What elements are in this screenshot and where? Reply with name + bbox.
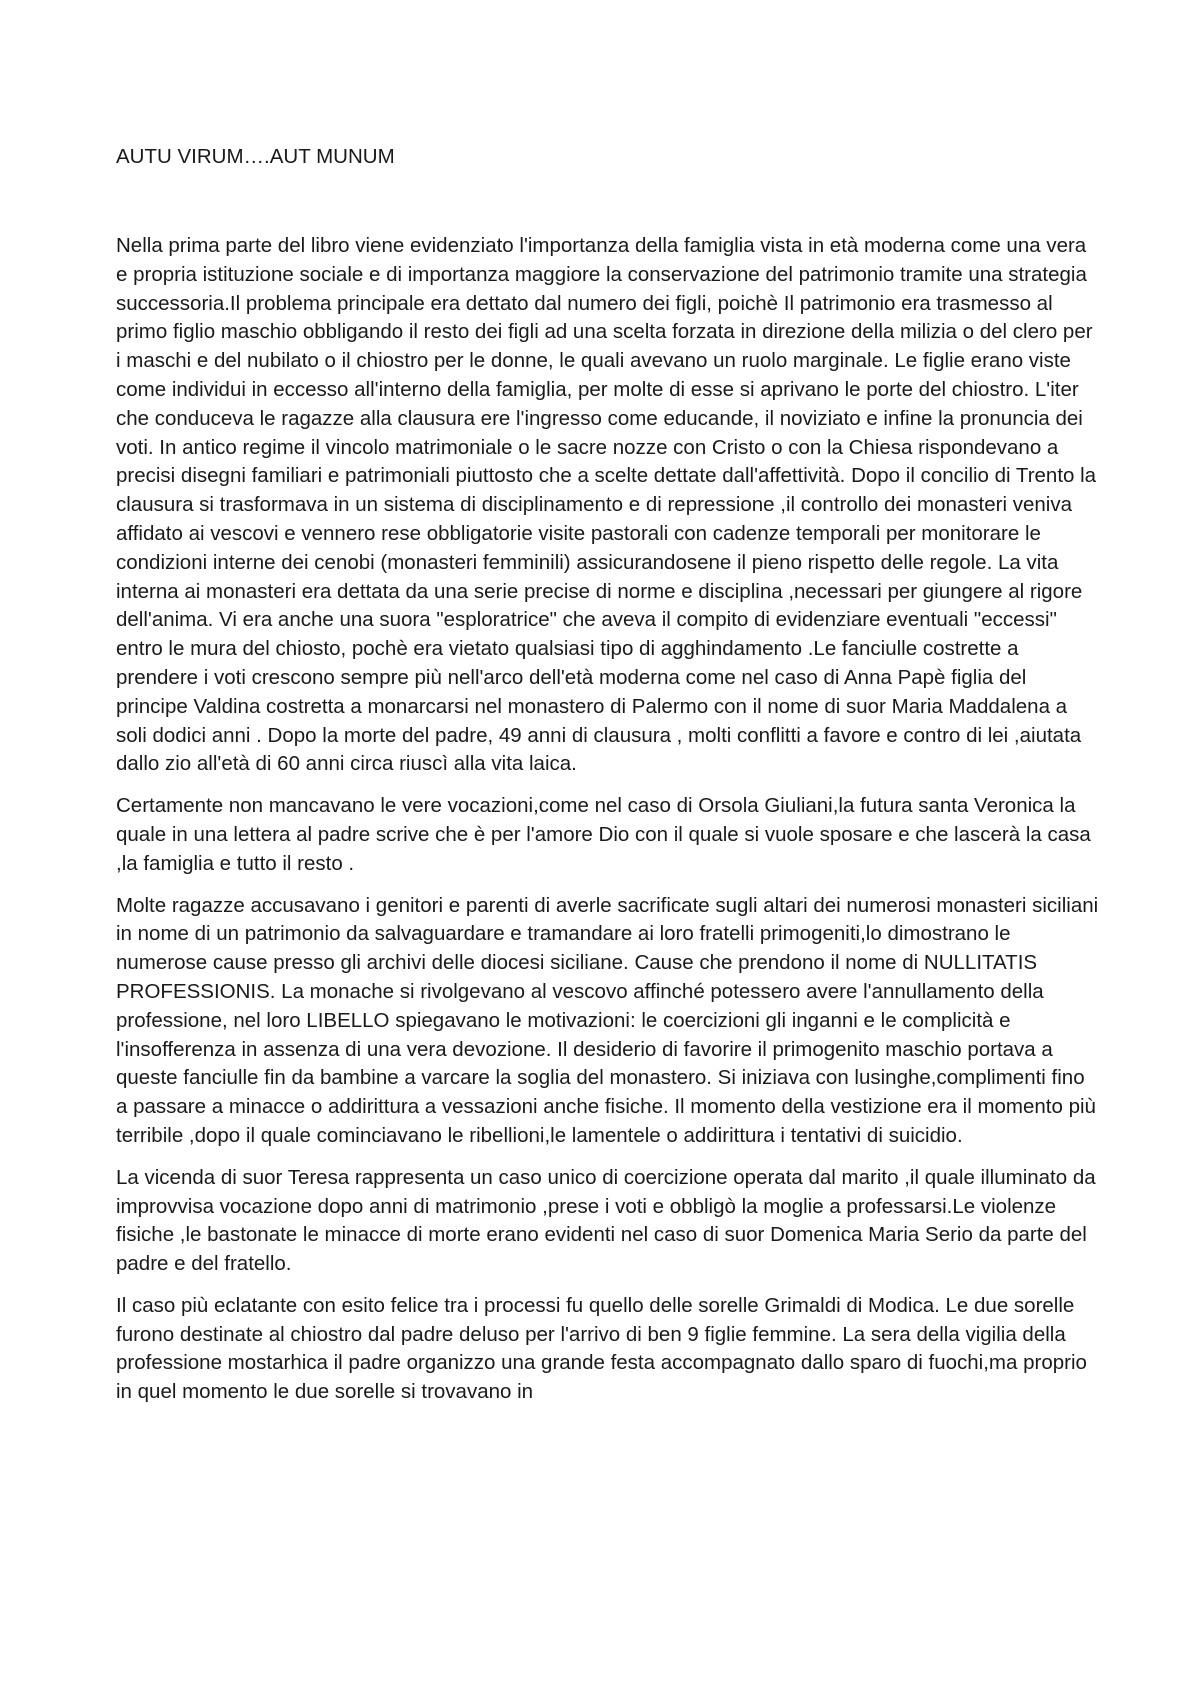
paragraph-2: Certamente non mancavano le vere vocazioni,come nel caso di Orsola Giuliani,la futura santa Veronica la quale in una lettera al padre scrive che è per l'amore Dio con il quale si vuole sposare e che lascerà la casa ,la famiglia e tutto il resto . bbox=[116, 794, 1091, 875]
paragraph-5: Il caso più eclatante con esito felice tra i processi fu quello delle sorelle Grimaldi di Modica. Le due sorelle furono destinate al chiostro dal padre deluso per l'arrivo di ben 9 figlie femmine. La sera della vigilia della professione mostarhica il padre organizzo una grande festa accompagnato dallo sparo di fuochi,ma proprio in quel momento le due sorelle si trovavano in bbox=[116, 1293, 1087, 1404]
document-body bbox=[116, 232, 1100, 1407]
paragraph-1: Nella prima parte del libro viene evidenziato l'importanza della famiglia vista in età moderna come una vera e propria istituzione sociale e di importanza maggiore la conservazione del patrimonio tramite una strategia successoria.Il problema principale era dettato dal numero dei figli, poichè Il patrimonio era trasmesso al primo figlio maschio obbligando il resto dei figli ad una scelta forzata in direzione della milizia o del clero per i maschi e del nubilato o il chiostro per le donne, le quali avevano un ruolo marginale. Le figlie erano viste come individui in eccesso all'interno della famiglia, per molte di esse si aprivano le porte del chiostro. L'iter che conduceva le ragazze alla clausura ere l'ingresso come educande, il noviziato e infine la pronuncia dei voti. In antico regime il vincolo matrimoniale o le sacre nozze con Cristo o con la Chiesa rispondevano a precisi disegni familiari e patrimoniali piuttosto che a scelte dettate dall'affettività. Dopo il concilio di Trento la clausura si trasformava in un sistema di disciplinamento e di repressione ,il controllo dei monasteri veniva affidato ai vescovi e vennero rese obbligatorie visite pastorali con cadenze temporali per monitorare le condizioni interne dei cenobi (monasteri femminili) assicurandosene il pieno rispetto delle regole. La vita interna ai monasteri era dettata da una serie precise di norme e disciplina ,necessari per giungere al rigore dell'anima. Vi era anche una suora "esploratrice" che aveva il compito di evidenziare eventuali "eccessi" entro le mura del chiosto, pochè era vietato qualsiasi tipo di agghindamento .Le fanciulle costrette a prendere i voti crescono sempre più nell'arco dell'età moderna come nel caso di Anna Papè figlia del principe Valdina costretta a monarcarsi nel monastero di Palermo con il nome di suor Maria Maddalena a soli dodici anni . Dopo la morte del padre, 49 anni di clausura , molti conflitti a favore e contro di lei ,aiutata dallo zio all'età di 60 anni circa riuscì alla vita laica. bbox=[116, 234, 1097, 776]
paragraph-3: Molte ragazze accusavano i genitori e parenti di averle sacrificate sugli altari dei numerosi monasteri siciliani in nome di un patrimonio da salvaguardare e tramandare ai loro fratelli primogeniti,lo dimostrano le numerose cause presso gli archivi delle diocesi siciliane. Cause che prendono il nome di NULLITATIS PROFESSIONIS. La monache si rivolgevano al vescovo affinché potessero avere l'annullamento della professione, nel loro LIBELLO spiegavano le motivazioni: le coercizioni gli inganni e le complicità e l'insofferenza in assenza di una vera devozione. Il desiderio di favorire il primogenito maschio portava a queste fanciulle fin da bambine a varcare la soglia del monastero. Si iniziava con lusinghe,complimenti fino a passare a minacce o addirittura a vessazioni anche fisiche. Il momento della vestizione era il momento più terribile ,dopo il quale cominciavano le ribellioni,le lamentele o addirittura i tentativi di suicidio. bbox=[116, 893, 1099, 1147]
document-title: AUTU VIRUM….AUT MUNUM bbox=[116, 145, 395, 168]
paragraph-4: La vicenda di suor Teresa rappresenta un caso unico di coercizione operata dal marito ,il quale illuminato da improvvisa vocazione dopo anni di matrimonio ,prese i voti e obbligò la moglie a professarsi.Le violenze fisiche ,le bastonate le minacce di morte erano evidenti nel caso di suor Domenica Maria Serio da parte del padre e del fratello. bbox=[116, 1165, 1096, 1276]
